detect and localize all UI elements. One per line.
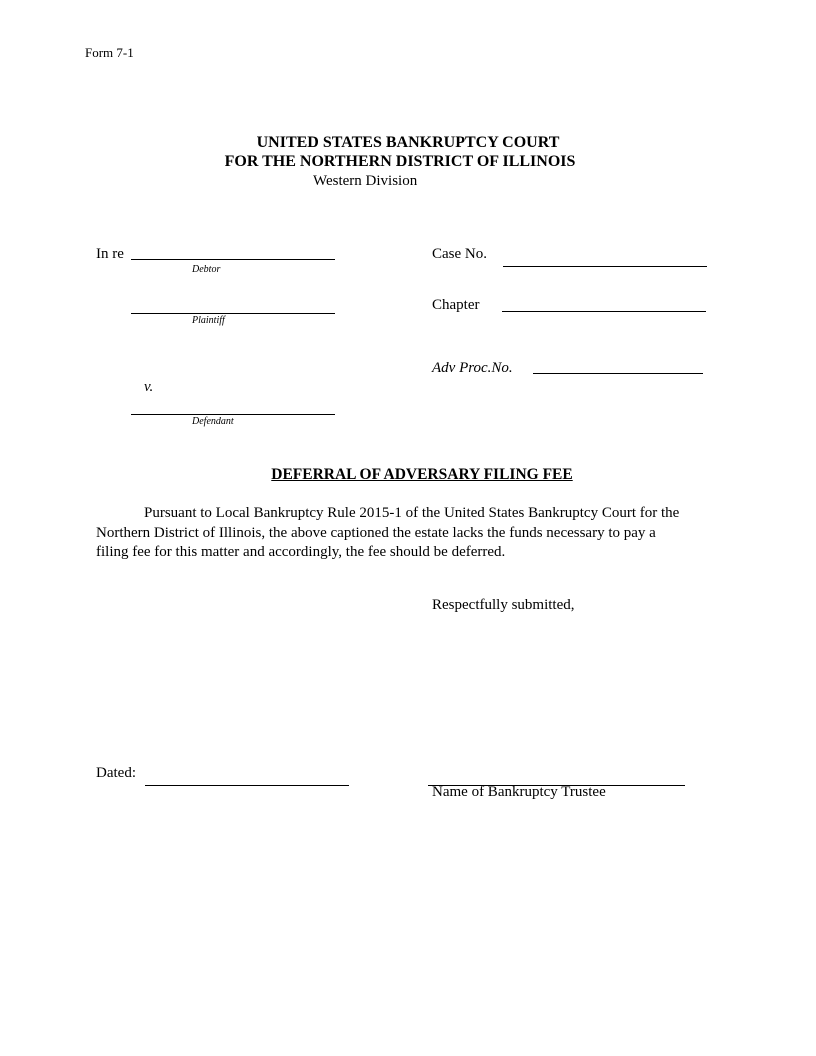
versus-label: v. bbox=[144, 379, 154, 395]
chapter-label: Chapter bbox=[432, 297, 480, 313]
body-line: Northern District of Illinois, the above captioned the estate lacks the funds necessary to pay a bbox=[96, 524, 656, 541]
in-re-label: In re bbox=[96, 246, 124, 262]
body-line: filing fee for this matter and accordingly, the fee should be deferred. bbox=[96, 544, 506, 560]
plaintiff-field[interactable] bbox=[131, 313, 335, 314]
court-district: FOR THE NORTHERN DISTRICT OF ILLINOIS bbox=[224, 153, 576, 170]
closing-text: Respectfully submitted, bbox=[432, 597, 575, 613]
defendant-label: Defendant bbox=[192, 416, 234, 427]
defendant-field[interactable] bbox=[131, 414, 335, 415]
plaintiff-label: Plaintiff bbox=[192, 315, 225, 326]
debtor-field[interactable] bbox=[131, 259, 335, 260]
body-line: Pursuant to Local Bankruptcy Rule 2015-1 of the United States Bankruptcy Court for the bbox=[144, 505, 680, 521]
court-name: UNITED STATES BANKRUPTCY COURT bbox=[256, 134, 560, 151]
debtor-label: Debtor bbox=[192, 264, 221, 275]
form-number: Form 7-1 bbox=[85, 45, 134, 60]
adv-proc-no-label: Adv Proc.No. bbox=[432, 360, 513, 376]
dated-label: Dated: bbox=[96, 765, 136, 781]
adv-proc-no-field[interactable] bbox=[533, 373, 703, 374]
body-paragraph bbox=[96, 504, 726, 563]
dated-field[interactable] bbox=[145, 785, 349, 786]
chapter-field[interactable] bbox=[502, 311, 706, 312]
case-no-label: Case No. bbox=[432, 246, 487, 262]
document-title: DEFERRAL OF ADVERSARY FILING FEE bbox=[271, 466, 573, 483]
court-division: Western Division bbox=[313, 173, 418, 189]
case-no-field[interactable] bbox=[503, 266, 707, 267]
trustee-name-label: Name of Bankruptcy Trustee bbox=[432, 784, 606, 800]
